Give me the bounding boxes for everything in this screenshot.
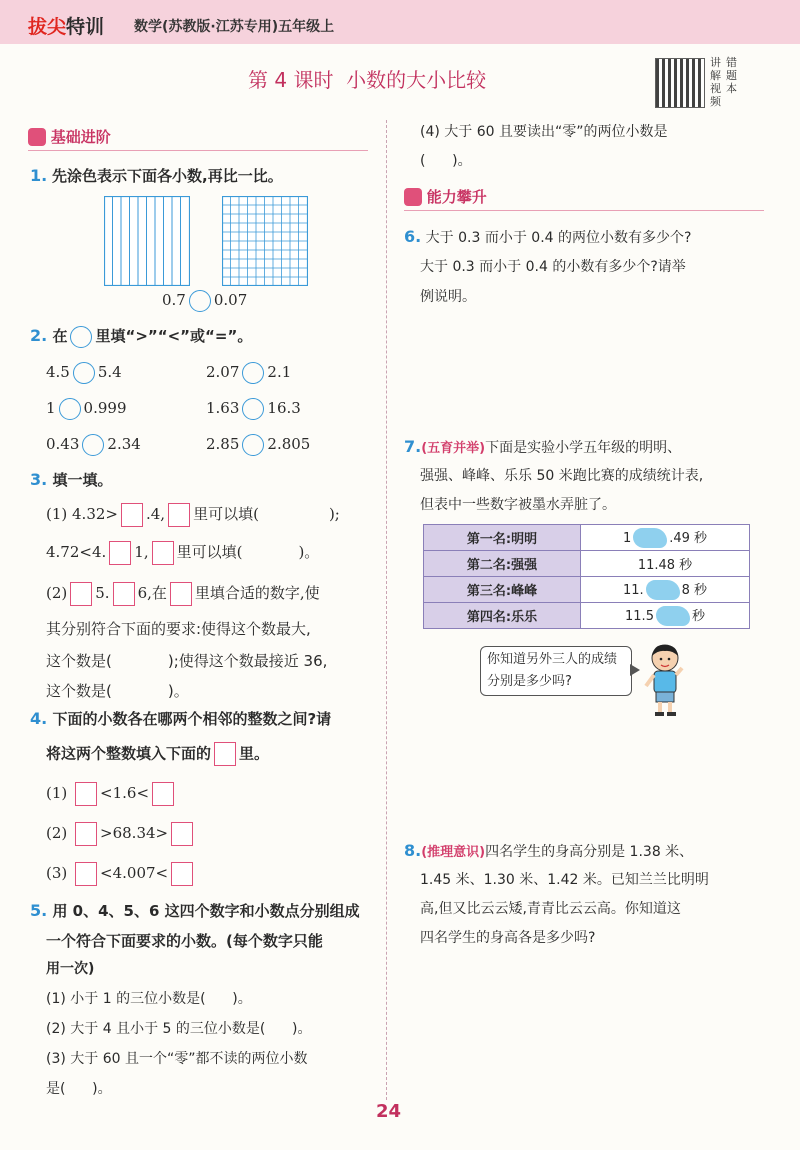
q3-text: );使得这个数最接近 36, — [167, 652, 328, 670]
q3-text: )。 — [298, 543, 320, 561]
q3-number: 3. — [30, 470, 48, 489]
q7-line-3: 但表中一些数字被墨水弄脏了。 — [420, 497, 616, 513]
rank-cell: 第三名:峰峰 — [424, 577, 581, 603]
q4-text-2a: 将这两个整数填入下面的 — [46, 744, 212, 763]
q2-a: 2.85 — [206, 435, 240, 453]
q8-line-4: 四名学生的身高各是多少吗? — [420, 930, 596, 946]
q2-text-b: 里填“>”“<”或“=”。 — [95, 327, 253, 345]
q3-text: 里可以填( — [176, 543, 243, 561]
q5-text-1: 用 0、4、5、6 这四个数字和小数点分别组成 — [52, 902, 360, 920]
q5-item: (3) 大于 60 且一个“零”都不读的两位小数 — [46, 1051, 308, 1067]
q4-row — [46, 782, 177, 806]
table-row — [424, 525, 750, 551]
q4-number: 4. — [30, 709, 48, 728]
q3-prompt — [30, 469, 112, 491]
q4-box-example — [214, 742, 236, 766]
q3-text: 这个数是( — [46, 652, 112, 670]
q2-number: 2. — [30, 326, 48, 345]
q5-item[interactable]: (1) 小于 1 的三位小数是( )。 — [46, 991, 252, 1007]
ink-blot — [633, 528, 667, 548]
time-post: 秒 — [691, 608, 705, 624]
section-ability-title: 能力攀升 — [426, 188, 487, 206]
q7-line-2: 强强、峰峰、乐乐 50 米跑比赛的成绩统计表, — [420, 468, 704, 484]
q1-grid-hundredths[interactable] — [222, 196, 308, 286]
table-row — [424, 603, 750, 629]
q4-box[interactable] — [171, 822, 193, 846]
section-icon — [404, 188, 422, 206]
q6-line-2: 大于 0.3 而小于 0.4 的小数有多少个?请举 — [420, 259, 686, 275]
q2-a: 1 — [46, 399, 56, 417]
q4-row-mid: <4.007< — [100, 864, 169, 882]
q4-row-label: (2) — [46, 824, 68, 842]
header-subtitle: 数学(苏教版·江苏专用)五年级上 — [134, 19, 335, 35]
q8-tag: (推理意识) — [421, 845, 486, 860]
q4-text-2b: 里。 — [239, 744, 270, 763]
q4-row-mid: >68.34> — [100, 824, 169, 842]
q7-number: 7. — [404, 437, 422, 456]
q1-compare-circle[interactable] — [189, 290, 211, 312]
q2-circle[interactable] — [242, 434, 264, 456]
section-ability-header — [404, 186, 764, 211]
q7-tag: (五育并举) — [421, 441, 486, 456]
q3-line-1 — [46, 503, 340, 527]
q2-circle[interactable] — [59, 398, 81, 420]
q4-prompt-1 — [30, 708, 331, 730]
time-post: 8 秒 — [681, 582, 708, 598]
q5-prompt-2: 一个符合下面要求的小数。(每个数字只能 — [46, 932, 323, 950]
q8-line-3: 高,但又比云云矮,青青比云云高。你知道这 — [420, 901, 681, 917]
q7-text-1: 下面是实验小学五年级的明明、 — [485, 440, 682, 456]
time-pre: 11. — [622, 582, 644, 598]
q3-text: (2) — [46, 584, 68, 602]
q1-left-value: 0.7 — [162, 291, 186, 309]
q3-text: .4, — [145, 505, 166, 523]
q2-item — [46, 361, 122, 384]
rank-cell: 第四名:乐乐 — [424, 603, 581, 629]
q3-box[interactable] — [121, 503, 143, 527]
q4-box[interactable] — [75, 782, 97, 806]
q4-box[interactable] — [152, 782, 174, 806]
q5-prompt-3: 用一次) — [46, 961, 95, 977]
q1-compare — [162, 289, 247, 312]
page-number: 24 — [376, 1101, 402, 1122]
q3-text: 1, — [134, 543, 149, 561]
time-cell — [581, 551, 750, 577]
ink-blot — [656, 606, 690, 626]
q8-number: 8. — [404, 841, 422, 860]
q2-b: 2.34 — [107, 435, 141, 453]
q3-line-3 — [46, 582, 320, 606]
q2-b: 0.999 — [83, 399, 127, 417]
q2-b: 2.805 — [267, 435, 311, 453]
q5-number: 5. — [30, 901, 48, 920]
q6-line-3: 例说明。 — [420, 289, 476, 305]
q4-row — [46, 862, 196, 886]
table-row — [424, 577, 750, 603]
q2-a: 0.43 — [46, 435, 80, 453]
q2-item — [46, 397, 127, 420]
q1-text: 先涂色表示下面各小数,再比一比。 — [52, 167, 283, 185]
brand-part-b: 特训 — [66, 16, 105, 38]
q2-a: 4.5 — [46, 363, 70, 381]
q3-box[interactable] — [168, 503, 190, 527]
q3-box[interactable] — [152, 541, 174, 565]
time-pre: 11.5 — [625, 608, 654, 624]
q3-text: ); — [328, 505, 340, 523]
q3-text: 里可以填( — [193, 505, 259, 523]
q3-text: 5. — [95, 584, 110, 602]
q1-grid-tenths[interactable] — [104, 196, 190, 286]
q1-prompt — [30, 165, 283, 187]
time-cell — [581, 525, 750, 551]
rank-cell: 第一名:明明 — [424, 525, 581, 551]
q2-item — [206, 433, 310, 456]
q2-prompt — [30, 325, 252, 348]
score-table — [423, 524, 750, 629]
q3-box[interactable] — [170, 582, 192, 606]
q4-row-label: (3) — [46, 864, 68, 882]
q2-item — [46, 433, 141, 456]
q2-item — [206, 397, 301, 420]
q2-item — [206, 361, 291, 384]
rank-cell: 第二名:强强 — [424, 551, 581, 577]
bubble-line-1: 你知道另外三人的成绩 — [487, 652, 618, 667]
q8-line-1 — [404, 840, 693, 864]
q4-row-mid: <1.6< — [100, 784, 150, 802]
q3-text: 4.72<4. — [46, 543, 107, 561]
q3-text: (1) 4.32> — [46, 505, 118, 523]
q5-item[interactable]: (2) 大于 4 且小于 5 的三位小数是( )。 — [46, 1021, 312, 1037]
q3-line-6 — [46, 680, 189, 702]
q8-line-2: 1.45 米、1.30 米、1.42 米。已知兰兰比明明 — [420, 872, 709, 888]
q4-box[interactable] — [171, 862, 193, 886]
bubble-tail — [630, 664, 640, 676]
q6-text-1: 大于 0.3 而小于 0.4 的两位小数有多少个? — [425, 230, 692, 246]
qr-code[interactable] — [655, 58, 705, 108]
q2-circle[interactable] — [73, 362, 95, 384]
page-title: 第 4 课时 小数的大小比较 — [248, 68, 487, 92]
time-cell — [581, 577, 750, 603]
q1-number: 1. — [30, 166, 48, 185]
q2-circle[interactable] — [242, 362, 264, 384]
q2-circle-example — [70, 326, 92, 348]
q5-prompt-1 — [30, 900, 360, 922]
q3-text: 里填合适的数字,使 — [194, 584, 320, 602]
q5-4-line-2[interactable]: ( )。 — [420, 153, 472, 169]
q2-b: 16.3 — [267, 399, 301, 417]
q2-b: 5.4 — [97, 363, 122, 381]
q6-number: 6. — [404, 227, 422, 246]
column-divider — [386, 120, 387, 1100]
q2-a: 2.07 — [206, 363, 240, 381]
q4-prompt-2 — [46, 742, 269, 766]
ink-blot — [646, 580, 680, 600]
section-basic-title: 基础进阶 — [50, 128, 111, 146]
table-row — [424, 551, 750, 577]
q3-box[interactable] — [70, 582, 92, 606]
q5-4-line-1: (4) 大于 60 且要读出“零”的两位小数是 — [420, 124, 668, 140]
q7-line-1 — [404, 436, 681, 460]
q3-box[interactable] — [109, 541, 131, 565]
cartoon-boy — [640, 642, 690, 718]
q4-row-label: (1) — [46, 784, 68, 802]
time-pre: 11.48 秒 — [637, 558, 693, 573]
q4-box[interactable] — [75, 862, 97, 886]
q3-line-5 — [46, 650, 327, 672]
qr-label: 讲解视频 — [710, 56, 721, 108]
q3-line-2 — [46, 541, 319, 565]
q6-line-1 — [404, 226, 691, 249]
q3-text: 填一填。 — [52, 471, 113, 489]
q3-text: 这个数是( — [46, 682, 112, 700]
q3-text: )。 — [167, 682, 189, 700]
brand — [28, 12, 104, 39]
q2-circle[interactable] — [242, 398, 264, 420]
q2-circle[interactable] — [82, 434, 104, 456]
q2-text-a: 在 — [52, 327, 68, 345]
q3-text: 6,在 — [137, 584, 167, 602]
speech-bubble — [480, 646, 632, 696]
section-icon — [28, 128, 46, 146]
section-basic-header — [28, 126, 368, 151]
q2-a: 1.63 — [206, 399, 240, 417]
q5-item[interactable]: 是( )。 — [46, 1081, 112, 1097]
q4-row — [46, 822, 196, 846]
time-post: .49 秒 — [669, 530, 708, 546]
time-cell — [581, 603, 750, 629]
brand-part-a: 拔尖 — [28, 16, 67, 38]
q3-line-4: 其分别符合下面的要求:使得这个数最大, — [46, 620, 311, 638]
q4-box[interactable] — [75, 822, 97, 846]
q4-text-1: 下面的小数各在哪两个相邻的整数之间?请 — [52, 710, 332, 728]
header-band — [0, 0, 800, 44]
q2-b: 2.1 — [267, 363, 292, 381]
time-pre: 1 — [622, 530, 632, 546]
qr-label-2: 错题本 — [726, 56, 737, 95]
q8-text-1: 四名学生的身高分别是 1.38 米、 — [485, 844, 694, 860]
bubble-line-2: 分别是多少吗? — [487, 674, 572, 689]
q3-box[interactable] — [113, 582, 135, 606]
q1-right-value: 0.07 — [213, 291, 248, 309]
